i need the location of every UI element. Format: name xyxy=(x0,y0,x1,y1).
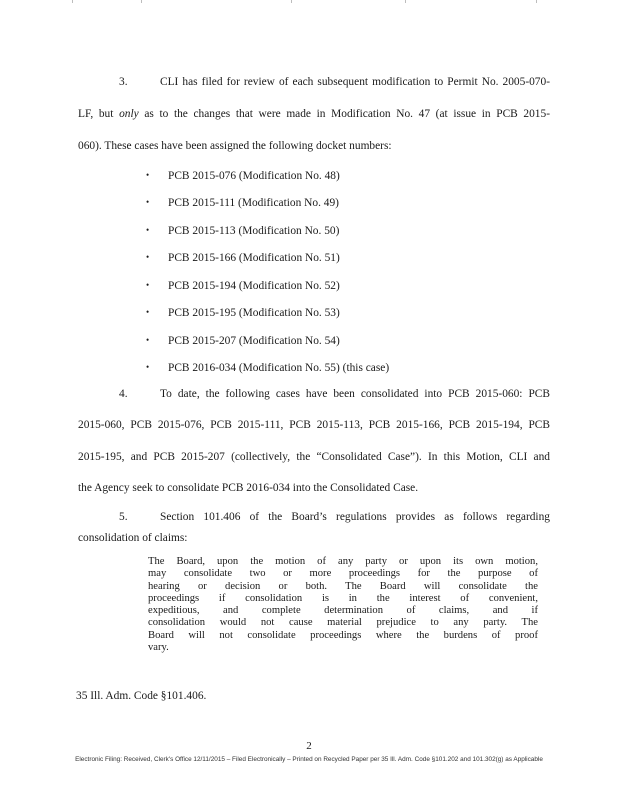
block-quote xyxy=(148,556,538,654)
list-item xyxy=(146,195,339,210)
quote-line: hearing or decision or both. The Board will consolidate the xyxy=(148,580,538,592)
list-item xyxy=(146,360,389,375)
quote-line: may consolidate two or more proceedings for the purpose of xyxy=(148,568,538,580)
paragraph-3-line-1 xyxy=(78,75,550,89)
paragraph-number: 3. xyxy=(119,76,128,88)
list-item xyxy=(146,223,339,238)
paragraph-text: as to the changes that were made in Modification No. 47 (at issue in PCB 2015- xyxy=(138,108,550,120)
bullet-icon: • xyxy=(146,170,150,180)
scan-mark xyxy=(536,0,537,3)
quote-line: Board will not consolidate proceedings where the burdens of proof xyxy=(148,629,538,641)
paragraph-text: To date, the following cases have been consolidated into PCB 2015-060: PCB xyxy=(160,388,550,400)
filing-footer: Electronic Filing: Received, Clerk's Office 12/11/2015 – Filed Electronically – Printed on Recycled Paper per 35 Ill. Adm. Code §101.202 and 101.302(g) as Applicable xyxy=(75,756,543,763)
list-item xyxy=(146,305,340,320)
paragraph-5-line-2: consolidation of claims: xyxy=(78,532,188,544)
page-number: 2 xyxy=(306,740,312,752)
paragraph-text: Section 101.406 of the Board’s regulations provides as follows regarding xyxy=(160,511,550,523)
emphasis-text: only xyxy=(119,108,139,120)
list-item xyxy=(146,250,340,265)
paragraph-text: LF, but xyxy=(78,108,120,120)
paragraph-4-line-4: the Agency seek to consolidate PCB 2016-034 into the Consolidated Case. xyxy=(78,482,419,494)
bullet-icon: • xyxy=(146,225,150,235)
scan-mark xyxy=(141,0,142,3)
bullet-icon: • xyxy=(146,362,150,372)
scan-mark xyxy=(72,0,73,3)
bullet-icon: • xyxy=(146,197,150,207)
list-item-text: PCB 2015-113 (Modification No. 50) xyxy=(168,225,340,237)
list-item xyxy=(146,278,340,293)
quote-line: expeditious, and complete determination of claims, and if xyxy=(148,605,538,617)
list-item xyxy=(146,168,340,183)
paragraph-4-line-2: 2015-060, PCB 2015-076, PCB 2015-111, PCB 2015-113, PCB 2015-166, PCB 2015-194, PCB xyxy=(78,419,550,431)
paragraph-4-line-3: 2015-195, and PCB 2015-207 (collectively, the “Consolidated Case”). In this Motion, CLI and xyxy=(78,451,550,463)
list-item-text: PCB 2016-034 (Modification No. 55) (this case) xyxy=(168,362,390,374)
bullet-icon: • xyxy=(146,252,150,262)
list-item-text: PCB 2015-207 (Modification No. 54) xyxy=(168,335,340,347)
paragraph-5-line-1 xyxy=(78,510,550,524)
quote-line: consolidation would not cause material prejudice to any party. The xyxy=(148,617,538,629)
bullet-icon: • xyxy=(146,307,150,317)
list-item-text: PCB 2015-194 (Modification No. 52) xyxy=(168,280,340,292)
list-item-text: PCB 2015-076 (Modification No. 48) xyxy=(168,170,340,182)
bullet-icon: • xyxy=(146,280,150,290)
paragraph-3-line-3: 060). These cases have been assigned the following docket numbers: xyxy=(78,140,392,152)
scan-mark xyxy=(291,0,292,3)
quote-line: vary. xyxy=(148,642,169,654)
list-item xyxy=(146,333,340,348)
bullet-icon: • xyxy=(146,335,150,345)
paragraph-4-line-1 xyxy=(78,387,550,401)
scan-mark xyxy=(405,0,406,3)
list-item-text: PCB 2015-195 (Modification No. 53) xyxy=(168,307,340,319)
paragraph-number: 5. xyxy=(119,511,128,523)
paragraph-number: 4. xyxy=(119,388,128,400)
quote-line: proceedings if consolidation is in the interest of convenient, xyxy=(148,592,538,604)
citation: 35 Ill. Adm. Code §101.406. xyxy=(76,690,207,702)
paragraph-3-line-2 xyxy=(78,107,550,121)
list-item-text: PCB 2015-166 (Modification No. 51) xyxy=(168,252,340,264)
quote-line: The Board, upon the motion of any party or upon its own motion, xyxy=(148,556,538,567)
list-item-text: PCB 2015-111 (Modification No. 49) xyxy=(168,197,339,209)
paragraph-text: CLI has filed for review of each subsequent modification to Permit No. 2005-070- xyxy=(160,76,550,88)
